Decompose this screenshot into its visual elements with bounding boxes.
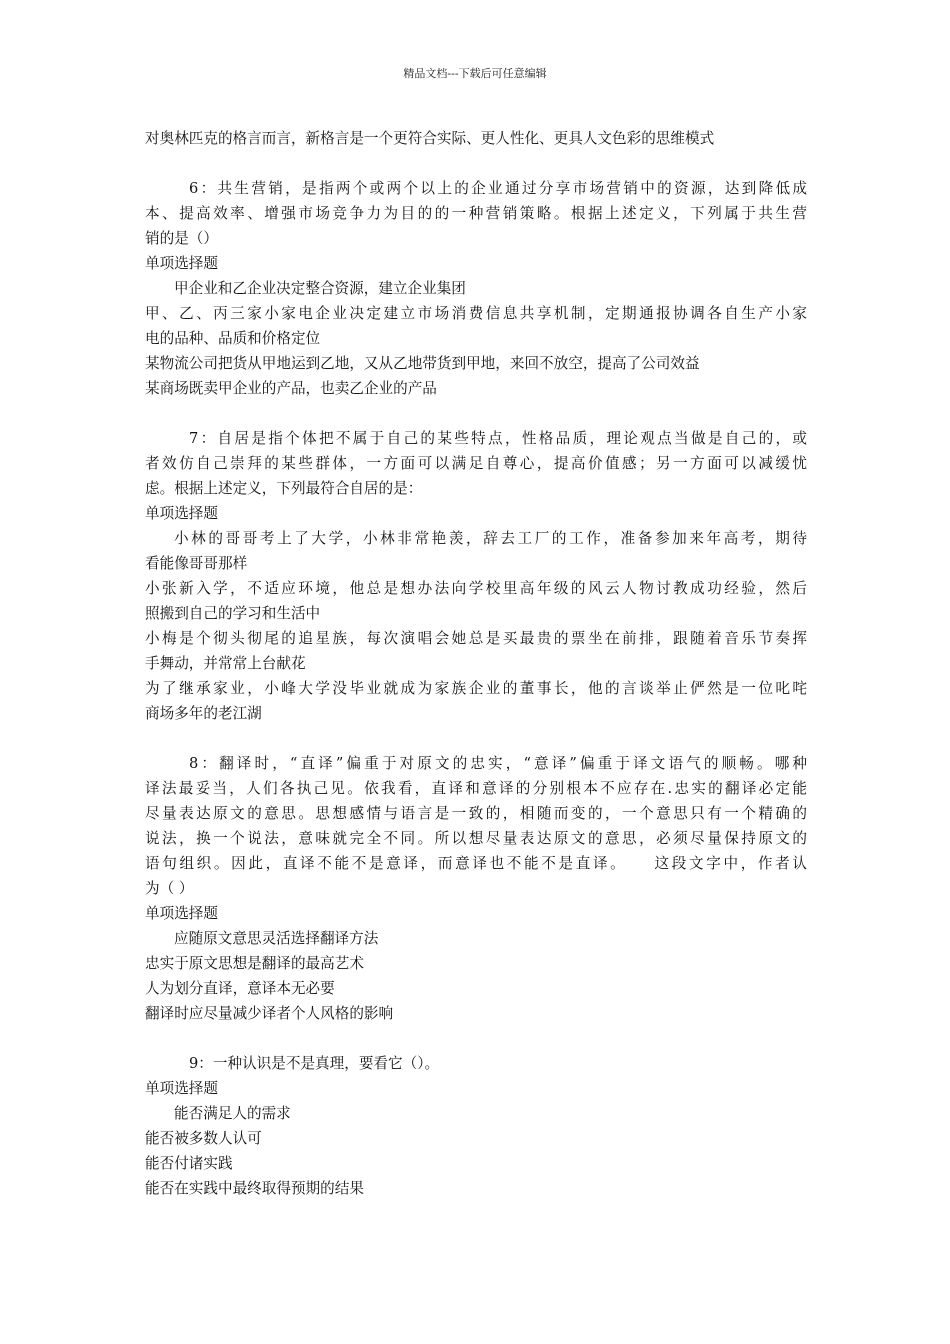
question-8 [145, 751, 807, 1026]
question-text-line: 译法最妥当，人们各执己见。依我看，直译和意译的分别根本不应存在.忠实的翻译必定能 [145, 780, 807, 797]
question-text-line: 销的是（） [145, 230, 218, 247]
question-7 [145, 426, 807, 726]
option-c: 人为划分直译，意译本无必要 [145, 980, 335, 997]
question-text-line: 虑。根据上述定义，下列最符合自居的是： [145, 480, 423, 497]
option-b: 能否被多数人认可 [145, 1130, 262, 1147]
option-b-cont: 照搬到自己的学习和生活中 [145, 605, 321, 622]
option-b-cont: 电的品种、品质和价格定位 [145, 330, 321, 347]
option-c: 能否付诸实践 [145, 1155, 233, 1172]
question-text-line: 语句组织。因此，直译不能不是意译，而意译也不能不是直译。 这段文字中，作者认 [145, 855, 807, 872]
question-text-line: 8：翻译时，“直译”偏重于对原文的忠实，“意译”偏重于译文语气的顺畅。哪种 [189, 755, 807, 772]
question-text-line: 7：自居是指个体把不属于自己的某些特点，性格品质，理论观点当做是自己的，或 [189, 430, 807, 447]
question-9 [145, 1051, 807, 1201]
option-c: 小梅是个彻头彻尾的追星族，每次演唱会她总是买最贵的票坐在前排，跟随着音乐节奏挥 [145, 630, 807, 647]
option-b: 小张新入学，不适应环境，他总是想办法向学校里高年级的风云人物讨教成功经验，然后 [145, 580, 807, 597]
option-b: 甲、乙、丙三家小家电企业决定建立市场消费信息共享机制，定期通报协调各自生产小家 [145, 305, 807, 322]
question-text-line: 6：共生营销，是指两个或两个以上的企业通过分享市场营销中的资源，达到降低成 [189, 180, 807, 197]
option-d: 能否在实践中最终取得预期的结果 [145, 1180, 364, 1197]
question-text-line: 本、提高效率、增强市场竞争力为目的的一种营销策略。根据上述定义，下列属于共生营 [145, 205, 807, 222]
option-a-cont: 看能像哥哥那样 [145, 555, 248, 572]
question-text-line: 为（ ） [145, 880, 194, 897]
option-c-cont: 手舞动，并常常上台献花 [145, 655, 306, 672]
question-text-line: 9：一种认识是不是真理，要看它（）。 [189, 1055, 440, 1072]
option-a: 能否满足人的需求 [174, 1105, 291, 1122]
option-a: 甲企业和乙企业决定整合资源，建立企业集团 [174, 280, 466, 297]
question-type: 单项选择题 [145, 505, 218, 522]
option-a: 小林的哥哥考上了大学，小林非常艳羡，辞去工厂的工作，准备参加来年高考，期待 [174, 530, 807, 547]
question-6 [145, 176, 807, 401]
question-type: 单项选择题 [145, 905, 218, 922]
option-d-cont: 商场多年的老江湖 [145, 705, 262, 722]
option-a: 应随原文意思灵活选择翻译方法 [174, 930, 379, 947]
question-type: 单项选择题 [145, 255, 218, 272]
question-text-line: 说法，换一个说法，意味就完全不同。所以想尽量表达原文的意思，必须尽量保持原文的 [145, 830, 807, 847]
option-d: 某商场既卖甲企业的产品，也卖乙企业的产品 [145, 380, 437, 397]
option-d: 为了继承家业，小峰大学没毕业就成为家族企业的董事长，他的言谈举止俨然是一位叱咤 [145, 680, 807, 697]
document-body [145, 126, 807, 1201]
question-text-line: 者效仿自己崇拜的某些群体，一方面可以满足自尊心，提高价值感；另一方面可以减缓忧 [145, 455, 807, 472]
option-c: 某物流公司把货从甲地运到乙地，又从乙地带货到甲地，来回不放空，提高了公司效益 [145, 355, 700, 372]
option-d: 翻译时应尽量减少译者个人风格的影响 [145, 1005, 394, 1022]
option-b: 忠实于原文思想是翻译的最高艺术 [145, 955, 364, 972]
page-header: 精品文档---下载后可任意编辑 [403, 67, 547, 80]
question-text-line: 尽量表达原文的意思。思想感情与语言是一致的，相随而变的，一个意思只有一个精确的 [145, 805, 807, 822]
question-type: 单项选择题 [145, 1080, 218, 1097]
intro-line: 对奥林匹克的格言而言，新格言是一个更符合实际、更人性化、更具人文色彩的思维模式 [145, 130, 715, 147]
